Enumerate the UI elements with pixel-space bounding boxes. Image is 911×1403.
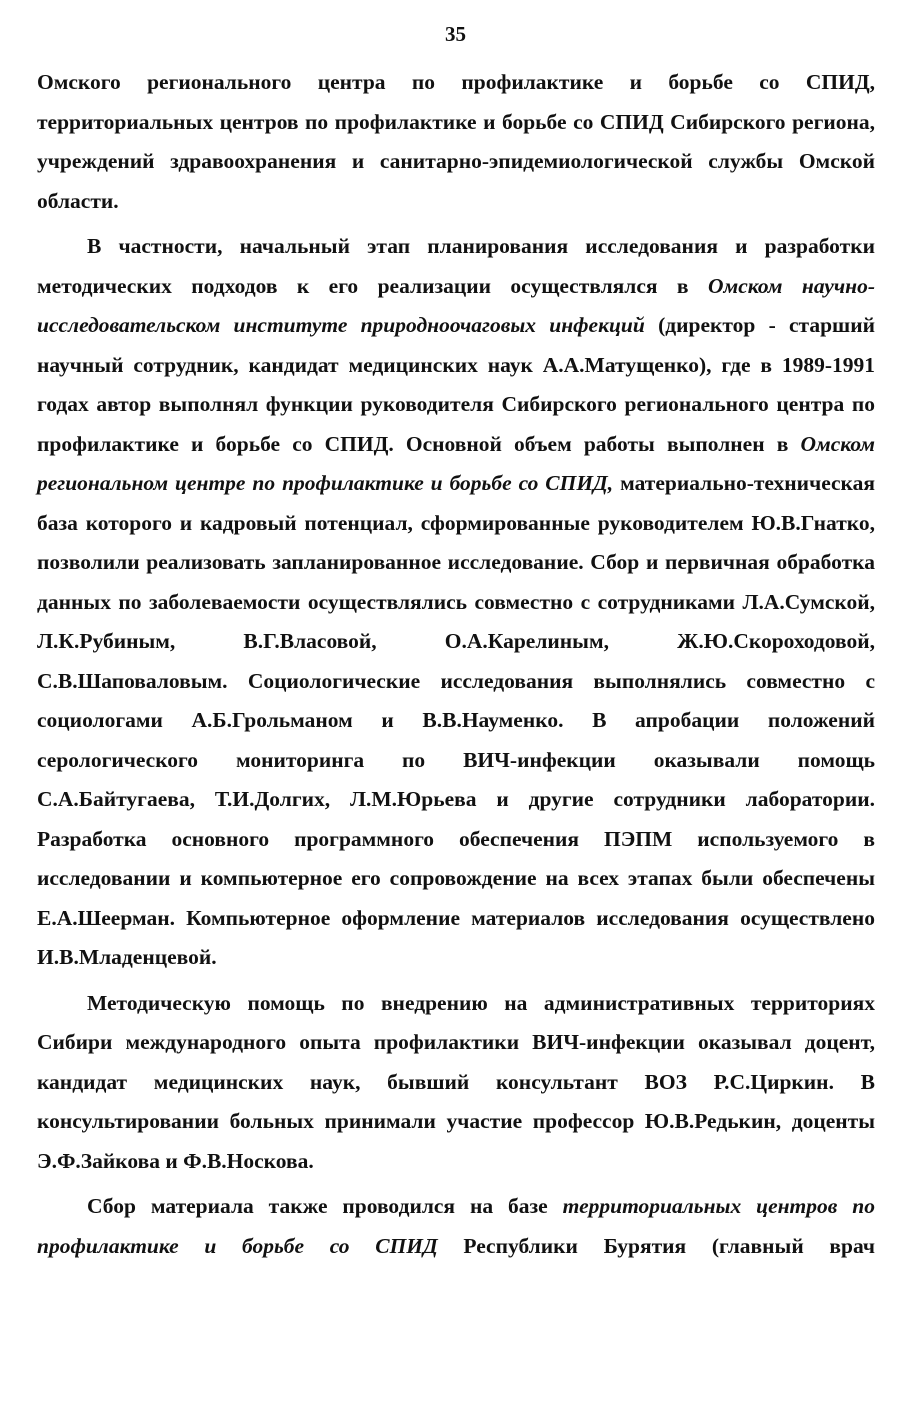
text-segment: Республики Бурятия (главный врач: [437, 1233, 875, 1258]
text-segment: (директор - старший научный сотрудник, кандидат медицинских наук А.А.Матущенко), где в 1989-1991 годах автор выполнял функции руководителя Сибирского регионального центра по профилактике и борьбе со СПИД. Основной объем работы выполнен в: [37, 313, 875, 456]
territorial-centers-name: территориальных центров по профилактике и борьбе со СПИД: [37, 1194, 875, 1258]
page-number: 35: [445, 22, 466, 46]
text-segment: Сбор материала также проводился на базе: [87, 1194, 563, 1218]
regional-center-name: Омском региональном центре по профилактике и борьбе со СПИД,: [37, 431, 875, 495]
paragraph-1: [37, 63, 875, 221]
document-body: [37, 63, 875, 1266]
text-segment: В частности, начальный этап планирования исследования и разработки методических подходов к его реализации осуществлялся в: [37, 234, 875, 298]
paragraph-3: [37, 984, 875, 1182]
text-segment: Омского регионального центра по профилактике и борьбе со СПИД, территориальных центров по профилактике и борьбе со СПИД Сибирского региона, учреждений здравоохранения и санитарно-эпидемиологической службы Омской области.: [37, 70, 875, 213]
paragraph-2: [37, 227, 875, 978]
institute-name: Омском научно-исследовательском институте природноочаговых инфекций: [37, 273, 875, 337]
text-segment: материально-техническая база которого и кадровый потенциал, сформированные руководителем Ю.В.Гнатко, позволили реализовать запланированное исследование. Сбор и первичная обработка данных по заболеваемости осуществлялись совместно с сотрудниками Л.А.Сумской, Л.К.Рубиным, В.Г.Власовой, О.А.Карелиным, Ж.Ю.Скороходовой, С.В.Шаповаловым. Социологические исследования выполнялись совместно с социологами А.Б.Грольманом и В.В.Науменко. В апробации положений серологического мониторинга по ВИЧ-инфекции оказывали помощь С.А.Байтугаева, Т.И.Долгих, Л.М.Юрьева и другие сотрудники лаборатории. Разработка основного программного обеспечения ПЭПМ используемого в исследовании и компьютерное его сопровождение на всех этапах были обеспечены Е.А.Шеерман. Компьютерное оформление материалов исследования осуществлено И.В.Младенцевой.: [37, 471, 875, 969]
paragraph-4: [37, 1187, 875, 1266]
text-segment: Методическую помощь по внедрению на административных территориях Сибири международного опыта профилактики ВИЧ-инфекции оказывал доцент, кандидат медицинских наук, бывший консультант ВОЗ Р.С.Циркин. В консультировании больных принимали участие профессор Ю.В.Редькин, доценты Э.Ф.Зайкова и Ф.В.Носкова.: [37, 990, 875, 1173]
